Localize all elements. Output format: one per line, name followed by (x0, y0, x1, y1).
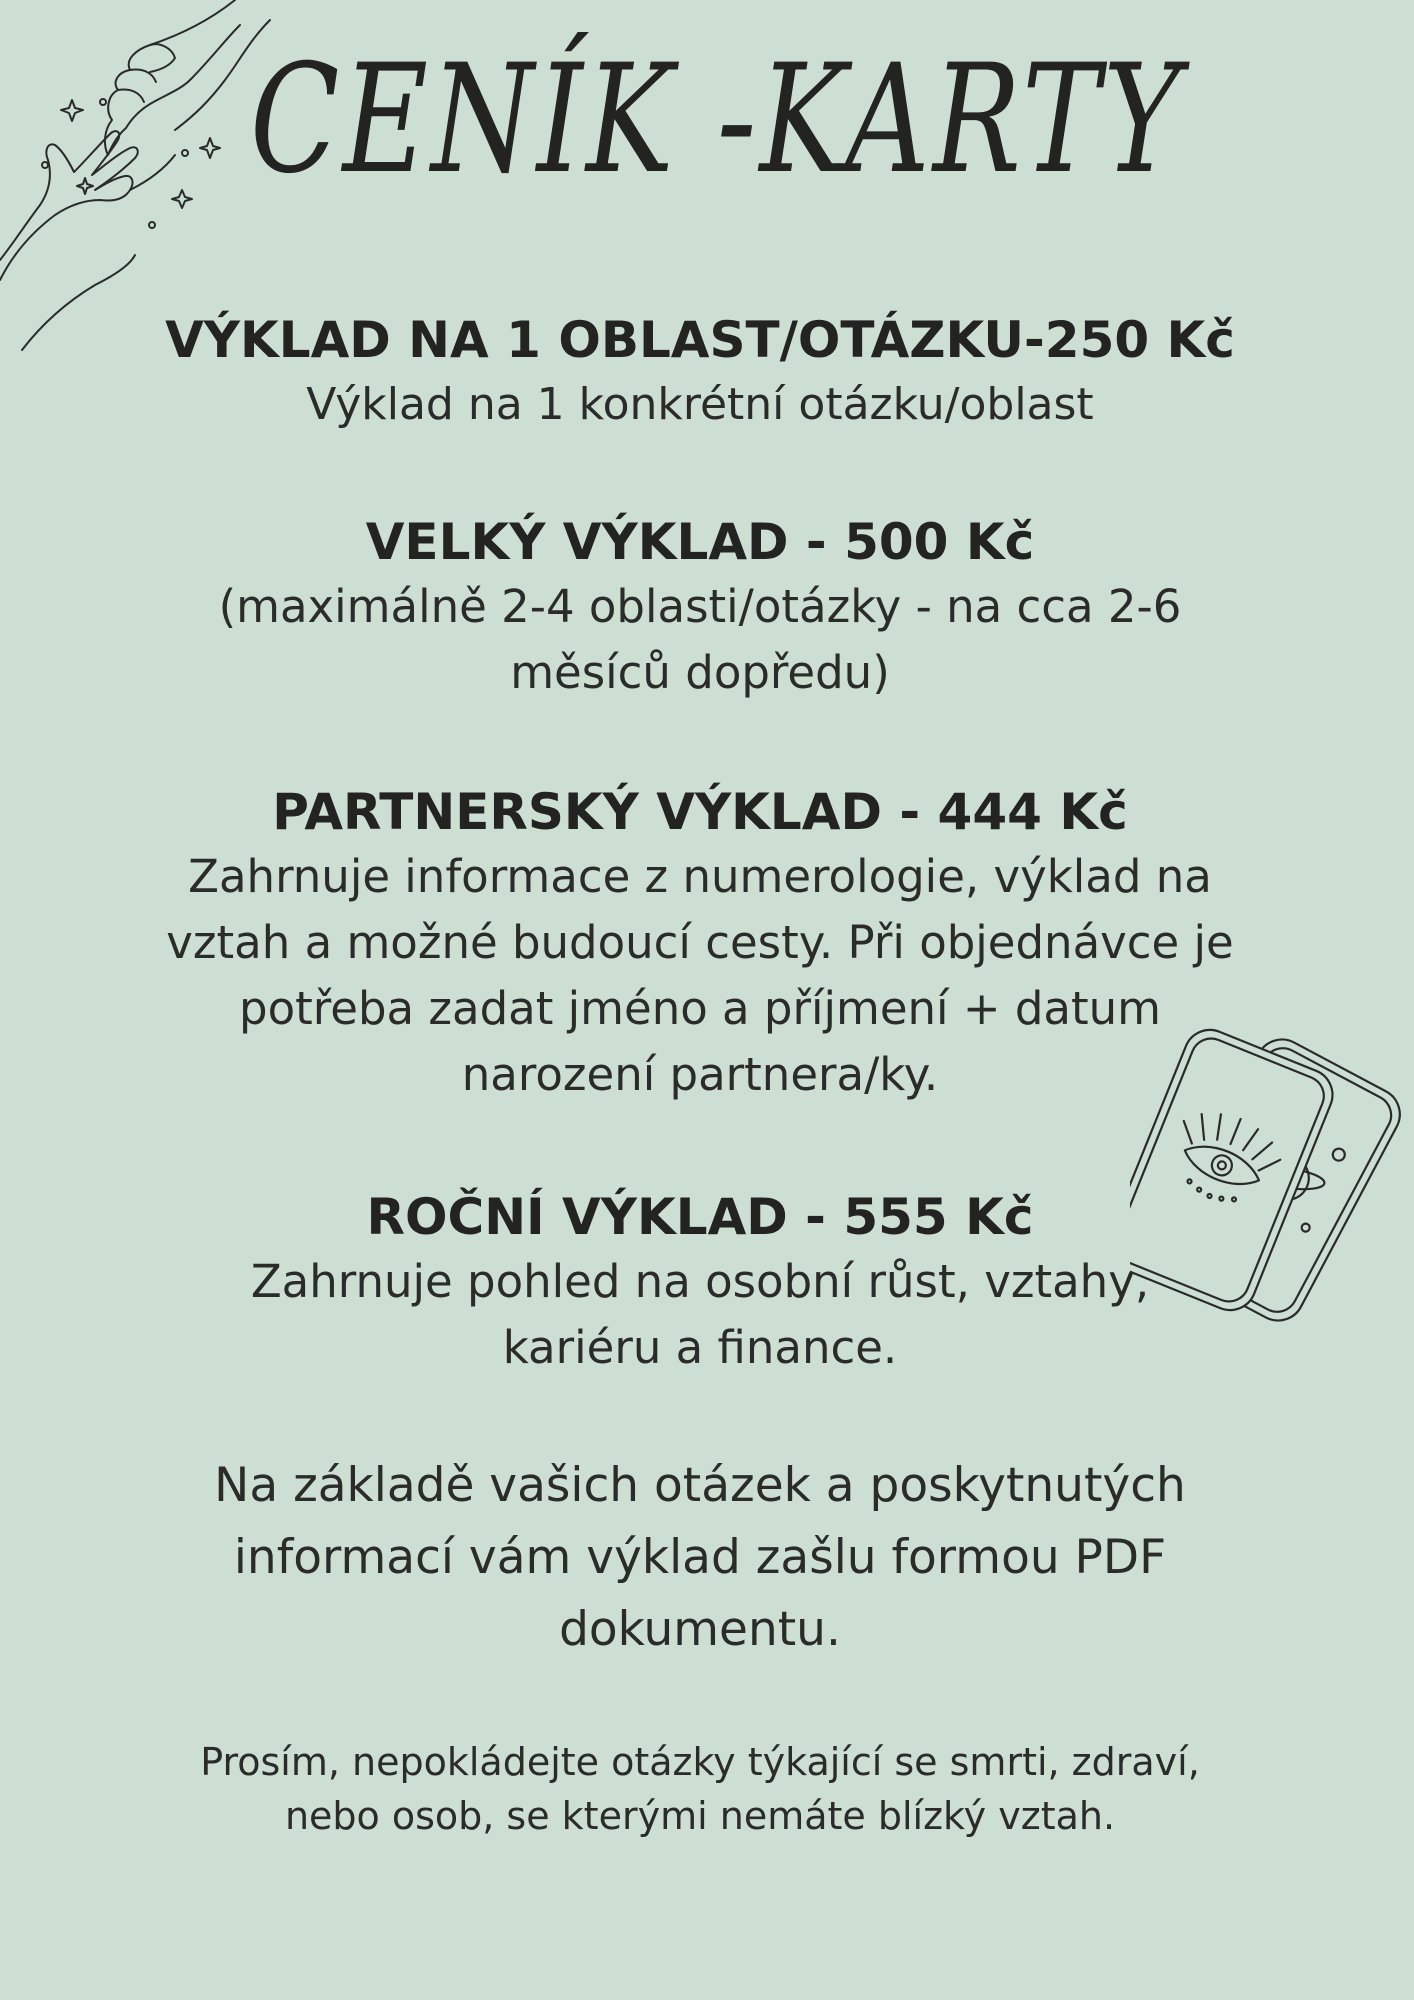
offer-description-line: měsíců dopředu) (510, 646, 890, 699)
offer-title: PARTNERSKÝ VÝKLAD - 444 Kč (272, 783, 1128, 841)
delivery-info (110, 1450, 1290, 1666)
request-note (110, 1735, 1290, 1843)
delivery-info-line: informací vám výklad zašlu formou PDF (233, 1530, 1167, 1585)
offer-description-line: potřeba zadat jméno a příjmení + datum (239, 982, 1161, 1035)
offer-title: VELKÝ VÝKLAD - 500 Kč (365, 513, 1035, 571)
request-note-line: nebo osob, se kterými nemáte blízký vztah. (284, 1794, 1116, 1838)
offer-description-line: (maximálně 2-4 oblasti/otázky - na cca 2-6 (218, 580, 1182, 633)
request-note-line: Prosím, nepokládejte otázky týkající se smrti, zdraví, (200, 1740, 1200, 1784)
offer-description-line: vztah a možné budoucí cesty. Při objednávce je (166, 916, 1234, 969)
hands-stars-icon (0, 0, 290, 360)
offer-description-line: narození partnera/ky. (461, 1048, 939, 1101)
offer-big-reading (90, 510, 1310, 706)
offer-title: VÝKLAD NA 1 OBLAST/OTÁZKU-250 Kč (165, 311, 1235, 369)
offer-yearly-reading (90, 1185, 1310, 1381)
offer-description-line: kariéru a finance. (502, 1321, 898, 1374)
offer-single-question (90, 308, 1310, 438)
offer-title: ROČNÍ VÝKLAD - 555 Kč (366, 1188, 1034, 1246)
delivery-info-line: dokumentu. (559, 1602, 841, 1657)
offer-description-line: Zahrnuje informace z numerologie, výklad na (188, 850, 1212, 903)
tarot-cards-icon (1130, 1010, 1414, 1340)
offer-partner-reading (90, 780, 1310, 1108)
offer-description: Výklad na 1 konkrétní otázku/oblast (306, 379, 1094, 430)
page-title: CENÍK -KARTY (250, 33, 1184, 207)
offer-description-line: Zahrnuje pohled na osobní růst, vztahy, (250, 1255, 1150, 1308)
delivery-info-line: Na základě vašich otázek a poskytnutých (214, 1458, 1186, 1513)
